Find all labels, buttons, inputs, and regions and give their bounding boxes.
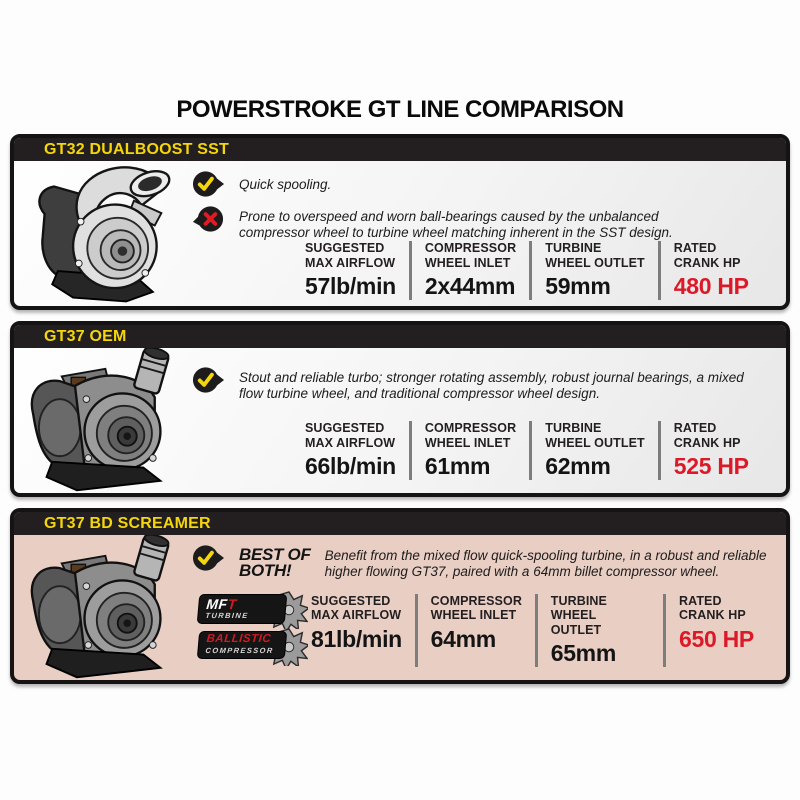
panel-header-bd-screamer: [14, 512, 786, 535]
spec-max-airflow: SUGGESTED MAX AIRFLOW 57lb/min: [305, 241, 396, 300]
con-text: Prone to overspeed and worn ball-bearings caused by the unbalanced compressor wheel to turbine wheel matching inherent in the SST design.: [239, 209, 673, 241]
spec-value: 66lb/min: [305, 453, 396, 479]
spec-value: 62mm: [545, 453, 611, 479]
turbo-illustration-gt37-oem: [19, 348, 187, 493]
turbo-illustration-gt32: [19, 161, 187, 306]
spec-value: 57lb/min: [305, 273, 396, 300]
spec-compressor-inlet: COMPRESSOR WHEEL INLET 61mm: [409, 421, 529, 480]
panel-title-gt37-oem: GT37 OEM: [44, 327, 127, 345]
turbo-image-bd-screamer: [14, 535, 192, 680]
spec-value: 64mm: [430, 625, 496, 652]
mft-turbine-badge: MFT TURBINE: [198, 594, 292, 624]
turbo-image-gt32: [14, 161, 192, 306]
panel-header-gt37-oem: [14, 325, 786, 348]
spec-table-gt32: [305, 241, 780, 300]
best-of-both-callout: BEST OF BOTH!: [239, 545, 311, 581]
check-icon: [192, 366, 225, 394]
spec-value: 81lb/min: [311, 625, 402, 652]
spec-value: 59mm: [545, 273, 611, 300]
cross-icon: [192, 205, 225, 233]
spec-value-hp: 480 HP: [673, 273, 749, 300]
spec-compressor-inlet: COMPRESSOR WHEEL INLET 2x44mm: [409, 241, 529, 300]
spec-value: 2x44mm: [424, 273, 516, 300]
panel-gt32-dualboost-sst: [10, 134, 790, 310]
brand-badges: [192, 594, 311, 670]
turbo-illustration-bd-screamer: [19, 535, 187, 680]
ballistic-compressor-badge: BALLISTIC COMPRESSOR: [198, 631, 292, 661]
spec-rated-hp: RATED CRANK HP 525 HP: [658, 421, 775, 480]
spec-compressor-inlet: COMPRESSOR WHEEL INLET 64mm: [415, 594, 535, 667]
check-icon: [192, 544, 225, 572]
spec-value: 65mm: [550, 640, 616, 666]
pro-text: Stout and reliable turbo; stronger rotating assembly, robust journal bearings, a mixed flow turbine wheel, and traditional compressor wheel design.: [239, 370, 744, 402]
best-of-both-point: [192, 544, 780, 580]
spec-max-airflow: SUGGESTED MAX AIRFLOW 81lb/min: [311, 593, 402, 652]
spec-rated-hp: RATED CRANK HP 650 HP: [663, 594, 780, 667]
pro-point: [192, 170, 780, 198]
spec-rated-hp: RATED CRANK HP 480 HP: [658, 241, 775, 300]
panel-title-gt32: GT32 DUALBOOST SST: [44, 140, 229, 158]
spec-turbine-outlet: TURBINE WHEEL OUTLET 59mm: [529, 241, 658, 300]
spec-value-hp: 650 HP: [679, 625, 754, 652]
spec-table-bd-screamer: [311, 594, 780, 667]
benefit-text: Benefit from the mixed flow quick-spooling turbine, in a robust and reliable higher flowing GT37, paired with a 64mm billet compressor wheel.: [324, 548, 767, 580]
spec-turbine-outlet: TURBINE WHEEL OUTLET 65mm: [535, 594, 663, 667]
spec-table-gt37-oem: [305, 421, 780, 480]
pro-point: [192, 366, 780, 402]
spec-turbine-outlet: TURBINE WHEEL OUTLET 62mm: [529, 421, 658, 480]
spec-value: 61mm: [424, 453, 491, 479]
page-title: POWERSTROKE GT LINE COMPARISON: [176, 96, 624, 123]
con-point: [192, 205, 780, 241]
panel-title-bd-screamer: GT37 BD SCREAMER: [44, 514, 211, 532]
spec-max-airflow: SUGGESTED MAX AIRFLOW 66lb/min: [305, 421, 396, 479]
pro-text: Quick spooling.: [239, 177, 332, 192]
panel-gt37-bd-screamer: [10, 508, 790, 684]
panel-header-gt32: [14, 138, 786, 161]
spec-value-hp: 525 HP: [673, 453, 749, 479]
turbo-image-gt37-oem: [14, 348, 192, 493]
panel-gt37-oem: [10, 321, 790, 497]
check-icon: [192, 170, 225, 198]
